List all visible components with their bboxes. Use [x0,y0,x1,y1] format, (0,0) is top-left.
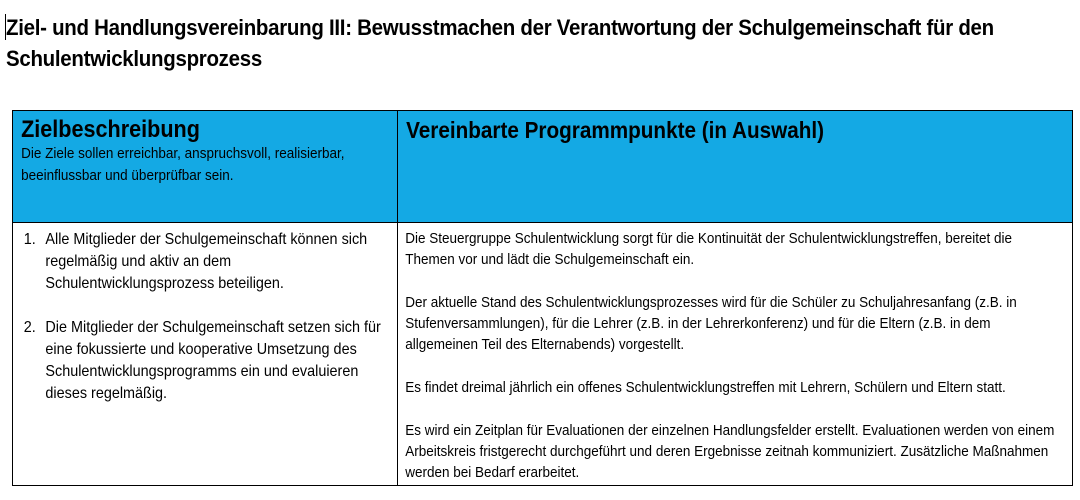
goal-item [13,229,391,295]
program-points-list [398,223,1062,483]
goal-item [13,317,391,405]
header-cell-goal-description [13,111,398,223]
table-header-row [13,111,1073,223]
header-goal-title: Zielbeschreibung [21,116,200,143]
goal-number: 1. [23,231,36,248]
header-cell-program-points [398,111,1073,223]
document-title-line-2: Schulentwicklungsprozess [6,46,262,71]
document-title [6,12,992,74]
header-program-title: Vereinbarte Programmpunkte (in Auswahl) [406,117,825,143]
program-point: Es findet dreimal jährlich ein offenes Schulentwicklungstreffen mit Lehrern, Schülern und Eltern statt. [405,379,1006,396]
goal-number: 2. [23,319,36,336]
program-points-cell [398,223,1073,486]
agreement-table [12,110,1073,486]
header-goal-subtitle: Die Ziele sollen erreichbar, anspruchsvoll, realisierbar, beeinflussbar und überprüfbar sein. [21,145,345,184]
program-point: Die Steuergruppe Schulentwicklung sorgt für die Kontinuität der Schulentwicklungstreffen, bereitet die Themen vor und lädt die Schulgemeinschaft ein. [405,230,1013,268]
table-body-row [13,223,1073,486]
goals-list [13,223,391,405]
goal-text: Die Mitglieder der Schulgemeinschaft setzen sich für eine fokussierte und kooperative Umsetzung des Schulentwicklungsprogramms ein und evaluieren dieses regelmäßig. [45,319,381,402]
document-title-line-1: Ziel- und Handlungsvereinbarung III: Bewusstmachen der Verantwortung der Schulgemeinschaft für den [6,15,994,40]
goal-text: Alle Mitglieder der Schulgemeinschaft können sich regelmäßig und aktiv an dem Schulentwicklungsprozess beteiligen. [45,231,368,292]
program-point: Es wird ein Zeitplan für Evaluationen der einzelnen Handlungsfelder erstellt. Evaluationen werden von einem Arbeitskreis fristgerecht durchgeführt und deren Ergebnisse zeitnah kommuniziert. Zusätzliche Maßnahmen werden bei Bedarf erarbeitet. [405,422,1055,481]
goals-cell [13,223,398,486]
program-point: Der aktuelle Stand des Schulentwicklungsprozesses wird für die Schüler zu Schuljahresanfang (z.B. in Stufenversammlungen), für die Lehrer (z.B. in der Lehrerkonferenz) und für die Eltern (z.B. in dem allgemeinen Teil des Elternabends) vorgestellt. [405,294,1017,353]
